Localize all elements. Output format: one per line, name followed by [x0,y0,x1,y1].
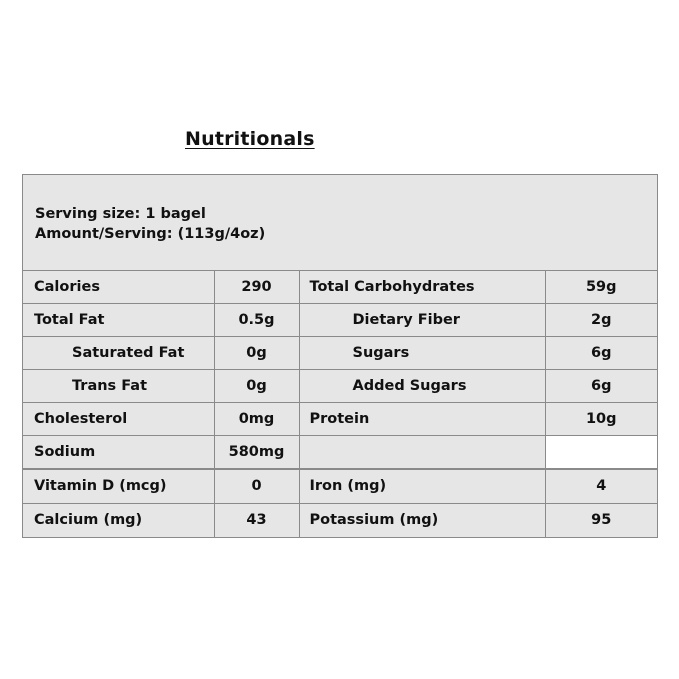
table-row [23,304,657,337]
nutrient-label: Dietary Fiber [299,304,545,337]
nutrient-value: 59g [545,271,657,304]
nutrient-value: 6g [545,370,657,403]
serving-size: Serving size: 1 bagel [35,206,206,222]
nutrient-label: Saturated Fat [23,337,214,370]
nutrient-label: Sugars [299,337,545,370]
nutrient-label: Cholesterol [23,403,214,436]
table-row [23,370,657,403]
empty-cell [299,436,545,469]
nutrient-value: 0 [214,469,299,504]
nutrient-grid [23,270,657,537]
nutrient-value: 0.5g [214,304,299,337]
table-row [23,504,657,537]
nutrient-label: Iron (mg) [299,469,545,504]
table-row [23,271,657,304]
nutrient-label: Vitamin D (mcg) [23,469,214,504]
table-row [23,403,657,436]
table-row [23,436,657,469]
nutrient-label: Trans Fat [23,370,214,403]
amount-per-serving: Amount/Serving: (113g/4oz) [35,226,266,242]
nutrient-value: 580mg [214,436,299,469]
nutrient-label: Total Fat [23,304,214,337]
nutrient-value: 95 [545,504,657,537]
nutrient-label: Protein [299,403,545,436]
nutrient-value: 0g [214,337,299,370]
nutrient-value: 290 [214,271,299,304]
nutrient-value: 6g [545,337,657,370]
nutrient-value: 10g [545,403,657,436]
nutrient-value: 4 [545,469,657,504]
table-row [23,337,657,370]
page-title: Nutritionals [185,128,315,150]
nutrient-value: 0mg [214,403,299,436]
nutrient-label: Added Sugars [299,370,545,403]
nutrient-label: Calories [23,271,214,304]
nutrient-label: Total Carbohydrates [299,271,545,304]
nutrient-value: 43 [214,504,299,537]
nutrient-label: Calcium (mg) [23,504,214,537]
nutrition-table [22,174,658,538]
serving-info [35,204,265,244]
nutrient-value: 2g [545,304,657,337]
nutrient-label: Potassium (mg) [299,504,545,537]
nutrient-label: Sodium [23,436,214,469]
table-row [23,469,657,504]
nutrient-value: 0g [214,370,299,403]
empty-cell [545,436,657,469]
